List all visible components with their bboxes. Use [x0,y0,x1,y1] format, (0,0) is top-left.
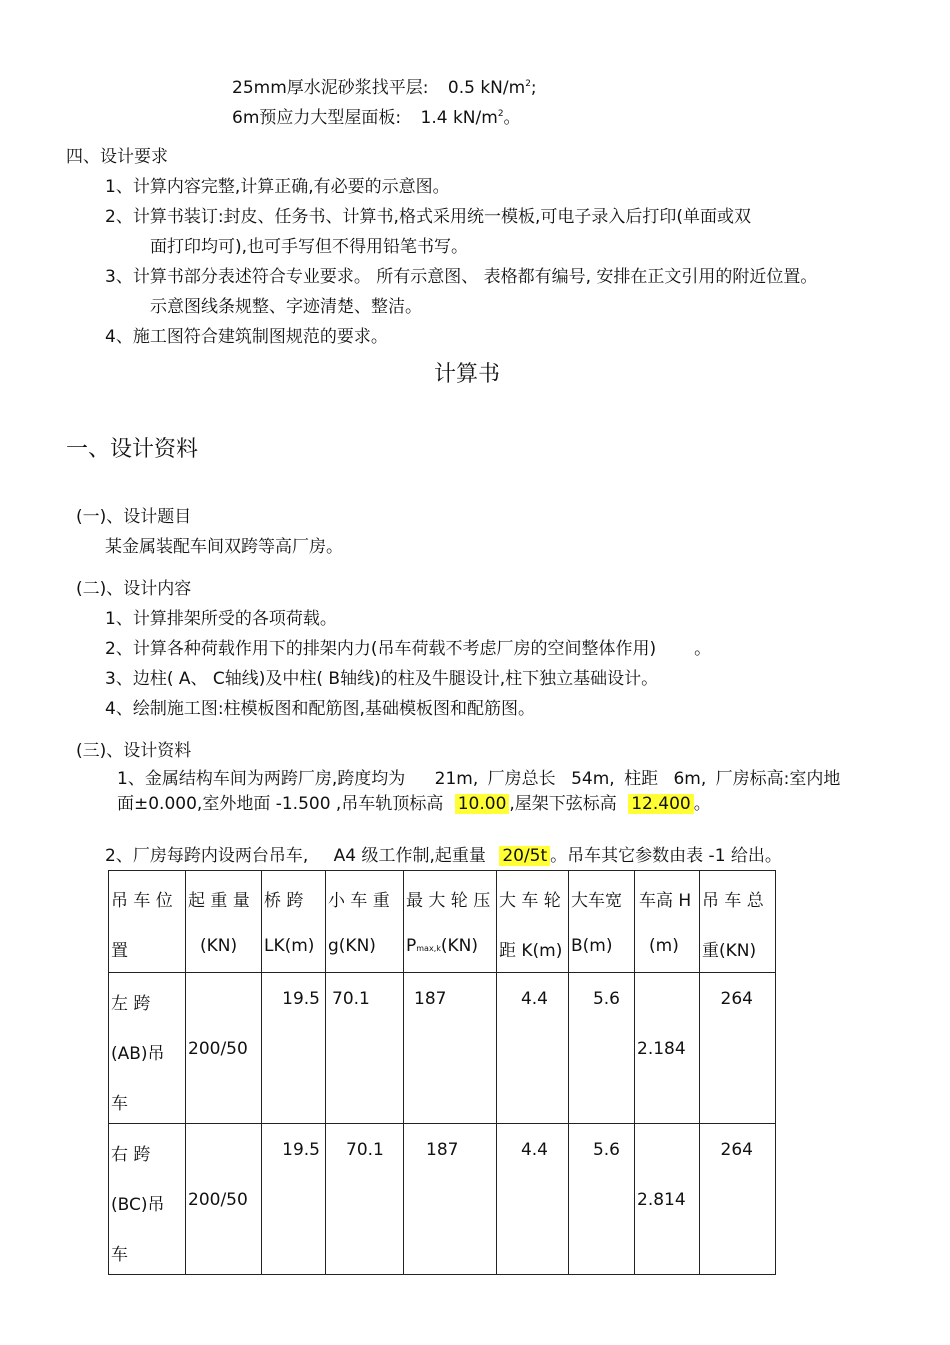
row1-height-value: 2.184 [637,1039,686,1059]
row2-weight [700,1124,776,1275]
requirement-item-2a: 2、计算书装订:封皮、任务书、计算书,格式采用统一模板,可电子录入后打印(单面或双 [105,207,751,227]
capacity-highlight: 20/5t [499,846,550,866]
requirement-item-3b: 示意图线条规整、字迹清楚、整洁。 [150,297,422,317]
subsection-1-heading: (一)、设计题目 [76,507,192,527]
header-base-a: 大 车 轮 [499,891,561,911]
section-heading: 一、设计资料 [66,437,199,462]
load-roofslab-line [232,103,521,129]
row2-capacity-value: 200/50 [188,1190,248,1210]
header-height-a: 车高 H [639,891,692,911]
row1-weight [700,973,776,1124]
row1-width [569,973,635,1124]
row2-wheel-value: 187 [426,1140,459,1160]
subsection-1-text: 某金属装配车间双跨等高厂房。 [105,537,343,557]
data-para-1-line-1 [117,768,840,790]
header-wheel-b [406,936,478,956]
row2-trolley-value: 70.1 [346,1140,384,1160]
row2-span-value: 19.5 [282,1140,320,1160]
header-capacity [186,871,262,973]
header-capacity-a: 起 重 量 [188,891,250,911]
header-wheel-a: 最 大 轮 压 [406,891,491,911]
content-item-3: 3、边柱( A、 C轴线)及中柱( B轴线)的柱及牛腿设计,柱下独立基础设计。 [105,669,659,689]
row1-capacity-value: 200/50 [188,1039,248,1059]
header-total-weight [700,871,776,973]
header-position [109,871,186,973]
header-width [569,871,635,973]
load-screed-end: ; [530,78,537,98]
header-position-b: 置 [111,941,128,961]
row1-capacity [186,973,262,1124]
row2-weight-value: 264 [720,1140,753,1160]
load-roofslab-sup: 2 [497,109,504,119]
table-header-row [109,871,776,973]
row1-weight-value: 264 [720,989,753,1009]
header-width-b: B(m) [571,936,613,956]
para1-text-g: 。 [693,794,711,814]
row1-pos-c: 车 [111,1094,128,1114]
load-roofslab-value: 1.4 kN/m [420,108,498,128]
row2-pos-a: 右 跨 [111,1145,151,1165]
table-row [109,973,776,1124]
para2-text-a: 2、厂房每跨内设两台吊车, [105,846,309,866]
row1-span [262,973,326,1124]
header-height-b: (m) [649,936,679,956]
requirements-heading: 四、设计要求 [66,147,168,167]
content-item-4: 4、绘制施工图:柱模板图和配筋图,基础模板图和配筋图。 [105,699,535,719]
header-wheel-unit: (KN) [440,936,479,956]
content-item-2 [105,638,711,660]
header-span [262,871,326,973]
para1-column-value: 6m, [673,769,707,789]
para1-text-e: 面±0.000,室外地面 -1.500 ,吊车轨顶标高 [117,794,444,814]
row1-position [109,973,186,1124]
row2-width-value: 5.6 [592,1140,620,1160]
load-screed-line [232,73,537,99]
load-screed-sup: 2 [525,79,531,89]
header-trolley-b: g(KN) [328,936,376,956]
row2-capacity [186,1124,262,1275]
header-span-b: LK(m) [264,936,315,956]
header-wheel-load [404,871,497,973]
row1-height [635,973,700,1124]
para1-text-a: 1、金属结构车间为两跨厂房,跨度均为 [117,769,406,789]
header-base-b: 距 K(m) [499,941,563,961]
rail-elevation-highlight: 10.00 [455,794,510,814]
row1-pos-a: 左 跨 [111,994,151,1014]
header-width-a: 大车宽 [571,891,622,911]
load-roofslab-end: 。 [503,108,521,128]
row1-width-value: 5.6 [592,989,620,1009]
header-weight-a: 吊 车 总 [702,891,764,911]
requirement-item-2b: 面打印均可),也可手写但不得用铅笔书写。 [150,237,469,257]
content-item-2-text: 2、计算各种荷载作用下的排架内力(吊车荷载不考虑厂房的空间整体作用) [105,639,657,659]
row1-trolley [326,973,404,1124]
row1-trolley-value: 70.1 [332,989,370,1009]
header-wheel-p: P [406,936,417,956]
requirement-item-3a: 3、计算书部分表述符合专业要求。 所有示意图、 表格都有编号, 安排在正文引用的附近位置。 [105,267,818,287]
data-para-1-line-2 [117,793,711,815]
row1-span-value: 19.5 [282,989,320,1009]
row2-trolley [326,1124,404,1275]
row1-wheelbase [497,973,569,1124]
row2-position [109,1124,186,1275]
para2-text-c: 。吊车其它参数由表 -1 给出。 [550,846,782,866]
para1-length-value: 54m, [571,769,615,789]
load-roofslab-label: 6m预应力大型屋面板: [232,108,402,128]
row2-pos-b: (BC)吊 [111,1195,165,1215]
subsection-3-heading: (三)、设计资料 [76,741,192,761]
data-para-2 [105,845,782,867]
row1-wheel-value: 187 [414,989,447,1009]
load-screed-value: 0.5 kN/m [447,78,526,98]
header-height [635,871,700,973]
crane-parameter-table [108,870,776,1275]
header-span-a: 桥 跨 [264,891,304,911]
para1-span-value: 21m, [434,769,479,789]
row2-span [262,1124,326,1275]
para1-text-b: 厂房总长 [487,769,556,789]
document-title: 计算书 [434,362,501,387]
requirement-item-1: 1、计算内容完整,计算正确,有必要的示意图。 [105,177,450,197]
para1-text-c: 柱距 [624,769,659,789]
requirement-item-4: 4、施工图符合建筑制图规范的要求。 [105,327,388,347]
header-wheelbase [497,871,569,973]
row2-width [569,1124,635,1275]
table-row [109,1124,776,1275]
row1-wheel [404,973,497,1124]
row1-base-value: 4.4 [520,989,548,1009]
para1-text-d: 厂房标高:室内地 [715,769,841,789]
row2-wheelbase [497,1124,569,1275]
header-trolley [326,871,404,973]
header-capacity-b: (KN) [200,936,238,956]
header-wheel-sub: max,k [416,944,441,953]
content-item-2-end: 。 [694,639,712,659]
header-trolley-a: 小 车 重 [328,891,390,911]
row2-pos-c: 车 [111,1245,128,1265]
para2-text-b: A4 级工作制,起重量 [333,846,486,866]
truss-elevation-highlight: 12.400 [628,794,693,814]
header-weight-b: 重(KN) [702,941,757,961]
row2-height-value: 2.814 [637,1190,686,1210]
para1-text-f: ,屋架下弦标高 [509,794,617,814]
header-position-a: 吊 车 位 [111,891,173,911]
subsection-2-heading: (二)、设计内容 [76,579,192,599]
row2-base-value: 4.4 [520,1140,548,1160]
row1-pos-b: (AB)吊 [111,1044,165,1064]
row2-height [635,1124,700,1275]
content-item-1: 1、计算排架所受的各项荷载。 [105,609,337,629]
load-screed-label: 25mm厚水泥砂浆找平层: [232,78,429,98]
row2-wheel [404,1124,497,1275]
